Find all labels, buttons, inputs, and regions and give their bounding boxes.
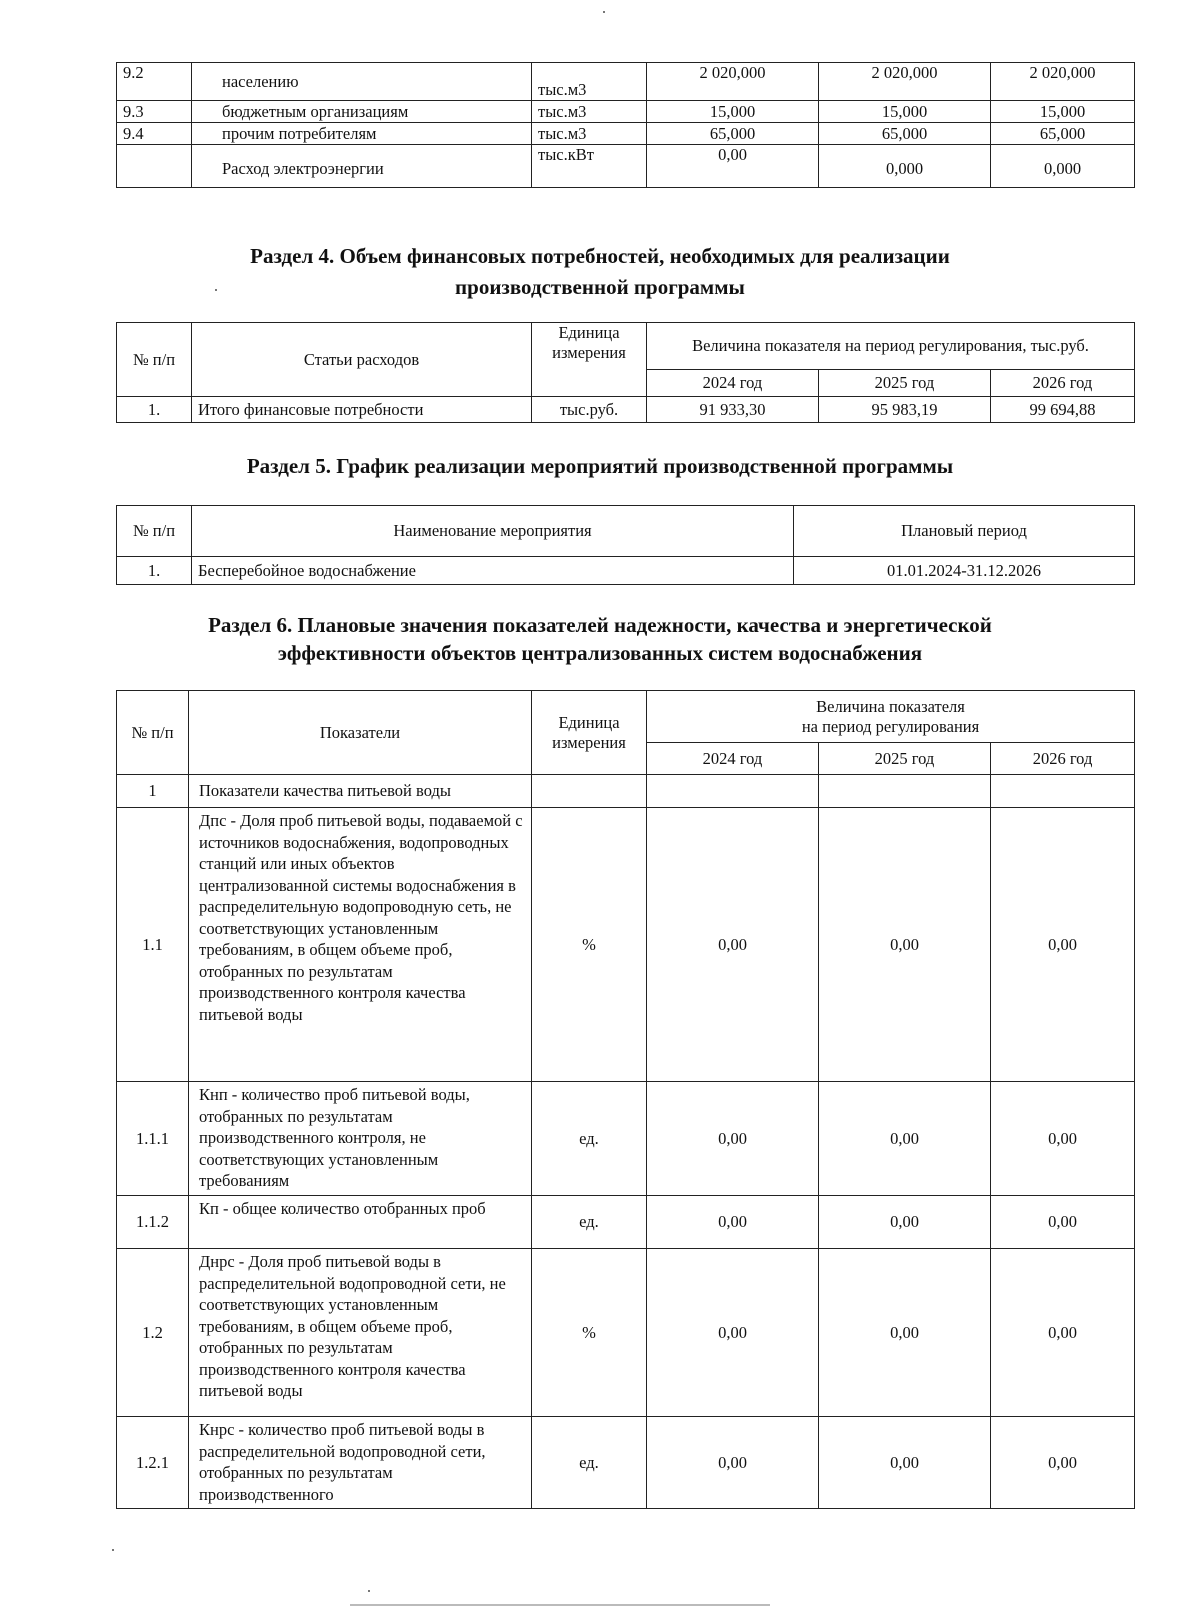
empty-cell (991, 775, 1135, 808)
row-name: Бесперебойное водоснабжение (192, 557, 794, 585)
table-row (117, 123, 1135, 145)
row-num: 9.2 (117, 63, 192, 101)
header-year-2026: 2026 год (991, 743, 1135, 775)
row-value-2025: 0,00 (819, 1417, 991, 1509)
row-description (189, 1196, 532, 1249)
row-unit: ед. (532, 1417, 647, 1509)
row-value-2025: 2 020,000 (819, 63, 991, 101)
table-row (117, 808, 1135, 1082)
row-value-2026: 0,00 (991, 808, 1135, 1082)
section4-title-line2: производственной программы (455, 275, 745, 299)
row-num: 1.1.1 (117, 1082, 189, 1196)
row-text: - количество проб питьевой воды, отобранных по результатам производственного контроля, не соответствующих установленным требованиям (199, 1085, 470, 1190)
header-num: № п/п (117, 323, 192, 397)
row-text: - Доля проб питьевой воды, подаваемой с источников водоснабжения, водопроводных станций или иных объектов централизованной системы водоснабжения в распределительную водопроводную сеть, не соответствующих установленным требованиям, в общем объеме проб, отобранных по результатам производственного контроля качества питьевой воды (199, 811, 523, 1024)
row-text: - количество проб питьевой воды в распределительной водопроводной сети, отобранных по результатам производственного (199, 1420, 486, 1504)
section5-table (116, 505, 1135, 585)
header-value: Величина показателя на период регулирования, тыс.руб. (647, 323, 1135, 370)
row-unit: тыс.м3 (532, 101, 647, 123)
table-row (117, 397, 1135, 423)
row-value-2024: 0,00 (647, 1082, 819, 1196)
row-abbr: Дпс (199, 811, 227, 830)
table-row (117, 557, 1135, 585)
row-unit: ед. (532, 1196, 647, 1249)
table-row (117, 1196, 1135, 1249)
row-num: 1.2 (117, 1249, 189, 1417)
row-value-2024: 91 933,30 (647, 397, 819, 423)
row-unit: тыс.м3 (532, 63, 647, 101)
row-value-2025: 95 983,19 (819, 397, 991, 423)
scan-speck (215, 289, 217, 291)
header-unit: Единица измерения (532, 323, 647, 397)
row-value-2025: 15,000 (819, 101, 991, 123)
row-value-2025: 0,00 (819, 1082, 991, 1196)
empty-cell (647, 775, 819, 808)
row-name: бюджетным организациям (192, 101, 532, 123)
scan-speck (603, 11, 605, 13)
row-unit: тыс.кВт (532, 145, 647, 188)
row-description (189, 808, 532, 1082)
section6-title-line2: эффективности объектов централизованных систем водоснабжения (277, 641, 923, 665)
header-num: № п/п (117, 691, 189, 775)
row-value-2026: 0,000 (991, 145, 1135, 188)
section5-title: Раздел 5. График реализации мероприятий производственной программы (246, 454, 954, 478)
table-row (117, 1249, 1135, 1417)
section6-table (116, 690, 1135, 1509)
header-period: Плановый период (794, 506, 1135, 557)
row-name: Итого финансовые потребности (192, 397, 532, 423)
section6-title-line1: Раздел 6. Плановые значения показателей надежности, качества и энергетической (208, 613, 992, 637)
row-description (189, 1082, 532, 1196)
row-abbr: Днрс (199, 1252, 235, 1271)
row-value-2026: 0,00 (991, 1417, 1135, 1509)
row-num: 1. (117, 397, 192, 423)
header-value-line2: на период регулирования (801, 716, 980, 736)
row-period: 01.01.2024-31.12.2026 (794, 557, 1135, 585)
row-value-2025: 0,00 (819, 1249, 991, 1417)
row-value-2024: 0,00 (647, 145, 819, 188)
row-num (117, 145, 192, 188)
row-value-2025: 0,00 (819, 1196, 991, 1249)
row-value-2026: 15,000 (991, 101, 1135, 123)
row-abbr: Кп (199, 1199, 219, 1218)
row-unit: % (532, 1249, 647, 1417)
header-year-2026: 2026 год (991, 370, 1135, 397)
row-num: 1.1.2 (117, 1196, 189, 1249)
row-num: 9.4 (117, 123, 192, 145)
row-value-2025: 0,00 (819, 808, 991, 1082)
row-abbr: Кнп (199, 1085, 228, 1104)
section3-tail-table (116, 62, 1135, 188)
header-year-2024: 2024 год (647, 370, 819, 397)
scan-speck (368, 1590, 370, 1592)
table-row (117, 63, 1135, 101)
row-value-2024: 0,00 (647, 1417, 819, 1509)
row-value-2024: 2 020,000 (647, 63, 819, 101)
row-unit: % (532, 808, 647, 1082)
header-name: Наименование мероприятия (192, 506, 794, 557)
header-year-2025: 2025 год (819, 743, 991, 775)
row-value-2026: 65,000 (991, 123, 1135, 145)
row-value-2026: 0,00 (991, 1082, 1135, 1196)
row-value-2024: 15,000 (647, 101, 819, 123)
table-row (117, 1417, 1135, 1509)
group-row (117, 775, 1135, 808)
row-name: Расход электроэнергии (192, 145, 532, 188)
row-value-2024: 65,000 (647, 123, 819, 145)
row-num: 1.2.1 (117, 1417, 189, 1509)
row-value-2026: 0,00 (991, 1196, 1135, 1249)
row-abbr: Кнрс (199, 1420, 235, 1439)
header-value-line1: Величина показателя (816, 696, 965, 716)
row-value-2025: 0,000 (819, 145, 991, 188)
row-text: - общее количество отобранных проб (218, 1199, 486, 1218)
header-unit: Единица измерения (532, 691, 647, 775)
row-value-2025: 65,000 (819, 123, 991, 145)
row-description (189, 1249, 532, 1417)
scan-edge (350, 1604, 770, 1606)
empty-cell (819, 775, 991, 808)
table-row (117, 1082, 1135, 1196)
row-num: 1. (117, 557, 192, 585)
row-value-2026: 99 694,88 (991, 397, 1135, 423)
row-value-2024: 0,00 (647, 808, 819, 1082)
section4-title-line1: Раздел 4. Объем финансовых потребностей, необходимых для реализации (250, 244, 950, 268)
row-name: прочим потребителям (192, 123, 532, 145)
header-num: № п/п (117, 506, 192, 557)
header-year-2025: 2025 год (819, 370, 991, 397)
row-text: - Доля проб питьевой воды в распределительной водопроводной сети, не соответствующих установленным требованиям, в общем объеме проб, отобранных по результатам производственного контроля качества питьевой воды (199, 1252, 506, 1400)
row-unit: ед. (532, 1082, 647, 1196)
row-value-2024: 0,00 (647, 1196, 819, 1249)
row-unit: тыс.руб. (532, 397, 647, 423)
row-description (189, 1417, 532, 1509)
scan-speck (112, 1549, 114, 1551)
header-items: Статьи расходов (192, 323, 532, 397)
row-value-2026: 2 020,000 (991, 63, 1135, 101)
table-row (117, 145, 1135, 188)
row-unit: тыс.м3 (532, 123, 647, 145)
group-name: Показатели качества питьевой воды (189, 775, 532, 808)
row-name: населению (192, 63, 532, 101)
row-num: 1.1 (117, 808, 189, 1082)
section4-table (116, 322, 1135, 423)
row-value-2024: 0,00 (647, 1249, 819, 1417)
header-value (647, 691, 1135, 743)
row-num: 9.3 (117, 101, 192, 123)
empty-cell (532, 775, 647, 808)
header-year-2024: 2024 год (647, 743, 819, 775)
header-indicators: Показатели (189, 691, 532, 775)
group-num: 1 (117, 775, 189, 808)
table-row (117, 101, 1135, 123)
row-value-2026: 0,00 (991, 1249, 1135, 1417)
